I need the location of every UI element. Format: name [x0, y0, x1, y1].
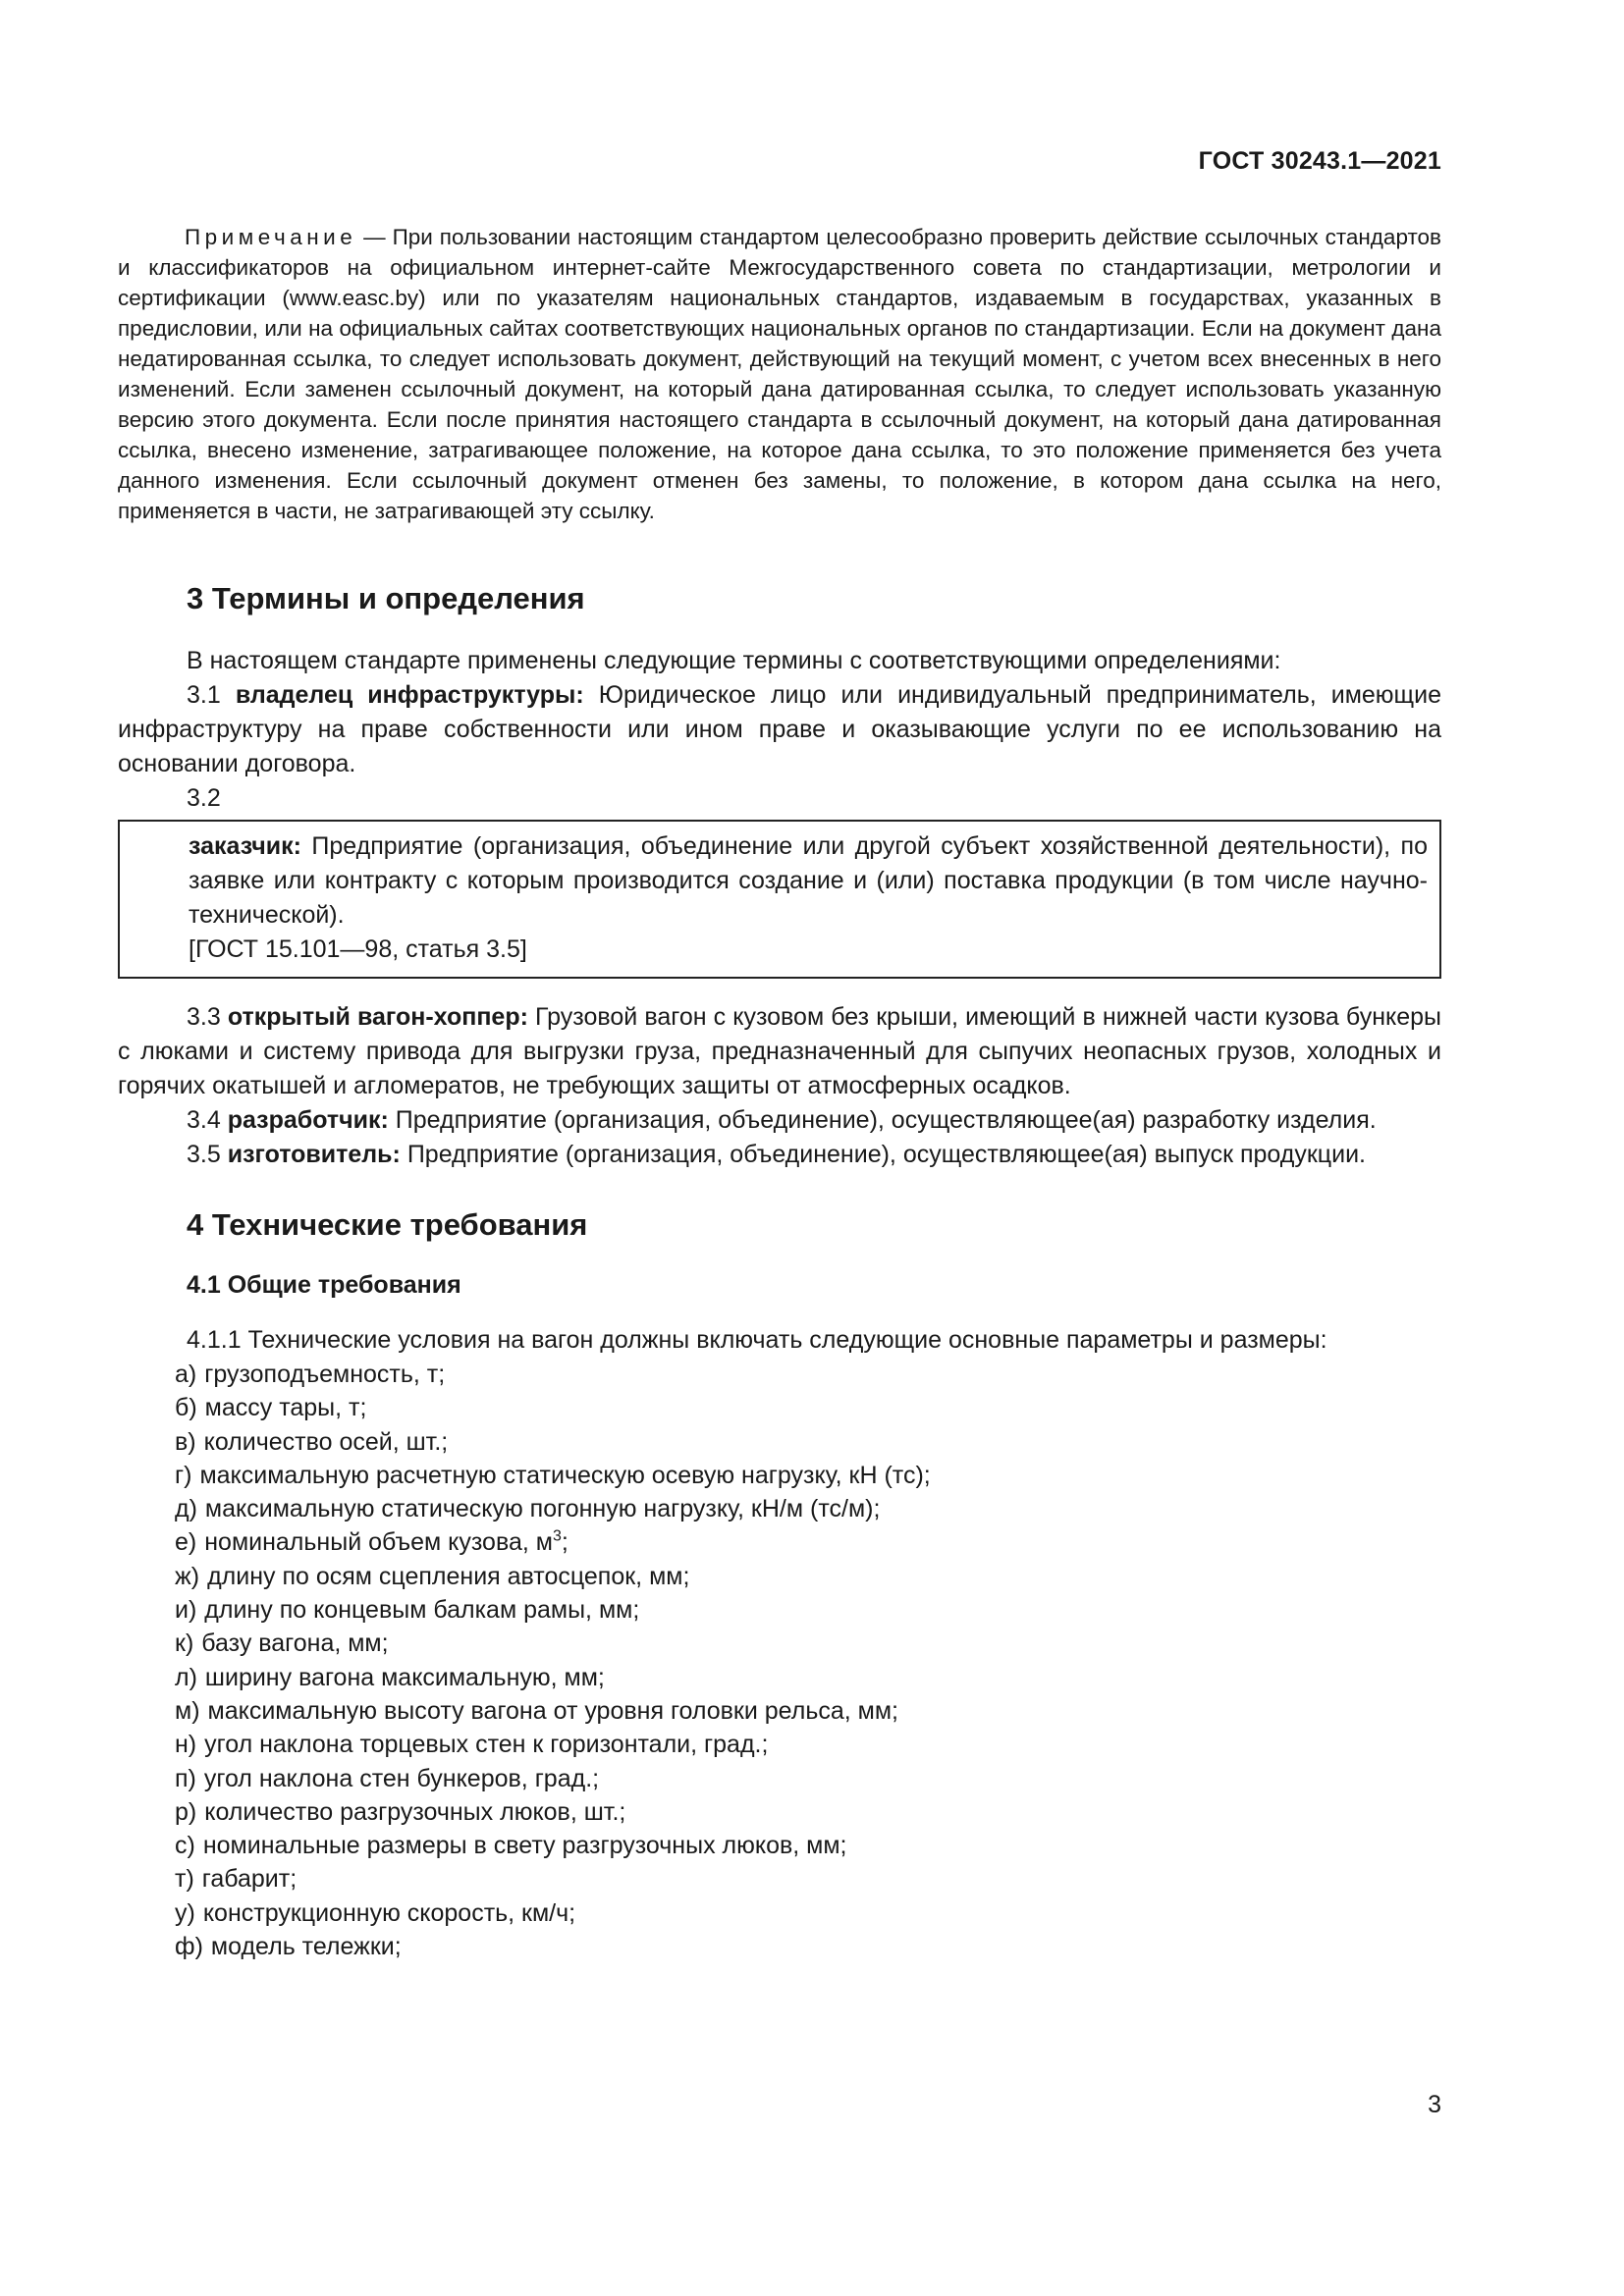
list-item-marker: л): [175, 1663, 197, 1691]
list-item: [175, 1795, 1441, 1829]
list-item-text: максимальную статическую погонную нагрузку, кН/м (тс/м);: [204, 1495, 881, 1523]
list-item: [175, 1762, 1441, 1795]
list-item: [175, 1425, 1441, 1459]
list-item-text: базу вагона, мм;: [201, 1629, 389, 1658]
list-item: [175, 1930, 1441, 1963]
list-item: [175, 1391, 1441, 1424]
list-item-text: модель тележки;: [210, 1933, 402, 1961]
list-item-marker: ф): [175, 1933, 203, 1961]
term-3-3: [118, 1000, 1441, 1103]
list-item-marker: т): [175, 1865, 194, 1894]
list-item-text: номинальный объем кузова, м: [204, 1528, 553, 1557]
term-3-4: [118, 1103, 1441, 1138]
list-item-tail: ;: [561, 1528, 568, 1557]
list-item: [175, 1593, 1441, 1627]
term-definition: Юридическое лицо или индивидуальный предприниматель, имеющие инфраструктуру на праве собственности или ином праве и оказывающие услуги по ее использованию на основании договора.: [118, 681, 1441, 777]
list-item: [175, 1627, 1441, 1660]
list-item: [175, 1525, 1441, 1559]
list-item-text: максимальную расчетную статическую осевую нагрузку, кН (тс);: [199, 1461, 931, 1489]
term-number: 3.5: [187, 1141, 228, 1168]
list-item-marker: в): [175, 1427, 196, 1456]
term-3-5: [118, 1138, 1441, 1172]
list-item: [175, 1829, 1441, 1862]
list-item-marker: с): [175, 1832, 195, 1860]
subsection-4-1-title: 4.1 Общие требования: [187, 1271, 461, 1299]
list-item-marker: д): [175, 1495, 197, 1523]
document-number: ГОСТ 30243.1—2021: [1198, 147, 1441, 175]
list-item-text: количество разгрузочных люков, шт.;: [204, 1797, 626, 1826]
list-item: [175, 1661, 1441, 1694]
list-item: [175, 1694, 1441, 1728]
term-number: 3.1: [187, 681, 236, 709]
term-name: разработчик:: [227, 1106, 389, 1134]
list-item-text: угол наклона торцевых стен к горизонтали, град.;: [204, 1731, 769, 1759]
list-item-text: конструкционную скорость, км/ч;: [202, 1898, 576, 1927]
note-text: — При пользовании настоящим стандартом целесообразно проверить действие ссылочных стандартов и классификаторов на официальном интернет-сайте Межгосударственного совета по стандартизации, метрологии и сертификации (www.easc.by) или по указателям национальных стандартов, издаваемым в государствах, указанных в предисловии, или на официальных сайтах соответствующих национальных органов по стандартизации. Если на документ дана недатированная ссылка, то следует использовать документ, действующий на текущий момент, с учетом всех внесенных в него изменений. Если заменен ссылочный документ, на который дана датированная ссылка, то следует использовать указанную версию этого документа. Если после принятия настоящего стандарта в ссылочный документ, на который дана датированная ссылка, внесено изменение, затрагивающее положение, на которое дана ссылка, то это положение применяется без учета данного изменения. Если ссылочный документ отменен без замены, то положение, в котором дана ссылка на него, применяется в части, не затрагивающей эту ссылку.: [118, 225, 1441, 523]
clause-4-1-1: 4.1.1 Технические условия на вагон должны включать следующие основные параметры и размеры:: [187, 1326, 1327, 1354]
list-item-marker: ж): [175, 1562, 200, 1590]
list-item-marker: а): [175, 1361, 197, 1388]
list-item-text: габарит;: [201, 1865, 298, 1894]
list-item-marker: к): [175, 1629, 194, 1658]
term-3-2-number: 3.2: [187, 784, 221, 812]
term-name: владелец инфраструктуры:: [235, 681, 584, 709]
term-3-2-box: [118, 820, 1441, 979]
list-item-marker: и): [175, 1596, 197, 1625]
list-item-text: ширину вагона максимальную, мм;: [204, 1663, 605, 1691]
section-4-title: 4 Технические требования: [187, 1207, 588, 1242]
list-item: [175, 1560, 1441, 1593]
term-3-2: [189, 829, 1428, 933]
term-number: 3.3: [187, 1003, 228, 1031]
list-item-marker: у): [175, 1898, 195, 1927]
list-item: [175, 1492, 1441, 1525]
term-name: изготовитель:: [227, 1141, 401, 1168]
list-item: [175, 1896, 1441, 1930]
term-definition: Предприятие (организация, объединение или другой субъект хозяйственной деятельности), по заявке или контракту с которым производится создание и (или) поставка продукции (в том числе научно-технической).: [189, 832, 1428, 929]
list-item-text: грузоподъемность, т;: [204, 1361, 446, 1388]
term-3-1: [118, 678, 1441, 781]
superscript: 3: [552, 1528, 562, 1546]
list-item-text: максимальную высоту вагона от уровня головки рельса, мм;: [207, 1696, 898, 1725]
list-item-text: номинальные размеры в свету разгрузочных люков, мм;: [202, 1832, 847, 1860]
list-item-text: количество осей, шт.;: [203, 1427, 449, 1456]
list-item-text: угол наклона стен бункеров, град.;: [203, 1764, 600, 1792]
section-3-intro: В настоящем стандарте применены следующие термины с соответствующими определениями:: [187, 647, 1281, 674]
list-item-marker: р): [175, 1797, 197, 1826]
list-item-marker: п): [175, 1764, 196, 1792]
list-item-marker: г): [175, 1461, 192, 1489]
list-item-text: массу тары, т;: [204, 1394, 367, 1422]
list-item-marker: е): [175, 1528, 197, 1557]
list-item: [175, 1358, 1441, 1391]
page-content: [118, 222, 1441, 1963]
list-item: [175, 1862, 1441, 1896]
term-definition: Грузовой вагон с кузовом без крыши, имеющий в нижней части кузова бункеры с люками и систему привода для выгрузки груза, предназначенный для сыпучих неопасных грузов, холодных и горячих окатышей и агломератов, не требующих защиты от атмосферных осадков.: [118, 1003, 1441, 1099]
section-3-title: 3 Термины и определения: [187, 581, 585, 615]
list-item-text: длину по концевым балкам рамы, мм;: [204, 1596, 640, 1625]
term-definition: Предприятие (организация, объединение), осуществляющее(ая) разработку изделия.: [388, 1106, 1377, 1134]
page-number: 3: [1428, 2091, 1441, 2118]
list-item-marker: м): [175, 1696, 200, 1725]
list-item: [175, 1459, 1441, 1492]
list-item-text: длину по осям сцепления автосцепок, мм;: [207, 1562, 690, 1590]
term-number: 3.4: [187, 1106, 228, 1134]
parameter-list: [118, 1358, 1441, 1963]
term-source: [ГОСТ 15.101—98, статья 3.5]: [189, 935, 527, 963]
term-definition: Предприятие (организация, объединение), осуществляющее(ая) выпуск продукции.: [400, 1141, 1366, 1168]
list-item: [175, 1728, 1441, 1761]
term-name: заказчик:: [189, 832, 301, 860]
list-item-marker: б): [175, 1394, 197, 1422]
note-label: Примечание: [185, 225, 357, 249]
term-name: открытый вагон-хоппер:: [227, 1003, 528, 1031]
list-item-marker: н): [175, 1731, 197, 1759]
reference-note: [118, 222, 1441, 526]
